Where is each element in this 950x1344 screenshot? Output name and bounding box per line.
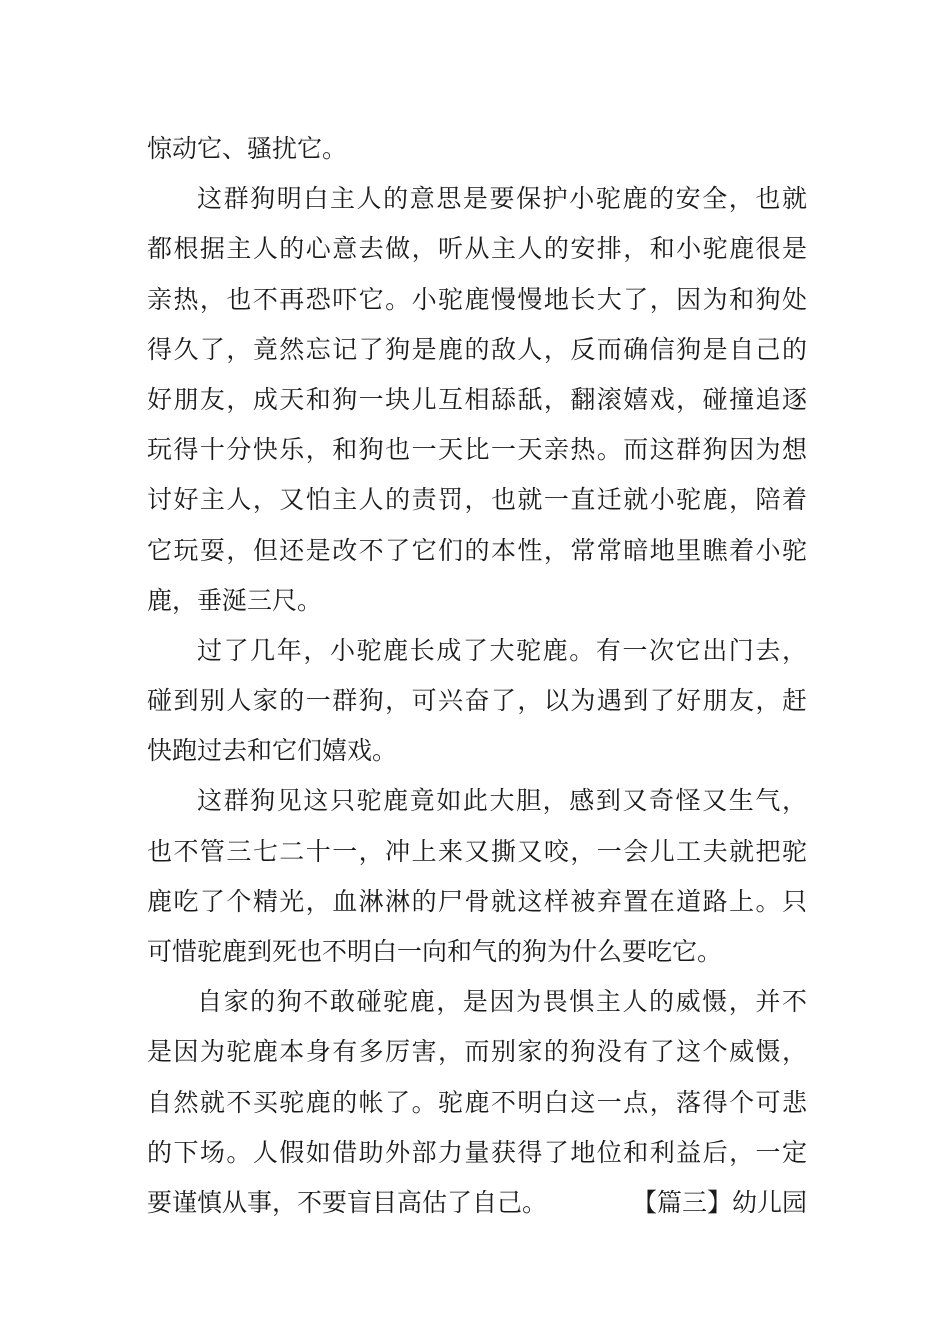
- text-line: 自然就不买驼鹿的帐了。驼鹿不明白这一点，落得个可悲: [147, 1087, 807, 1117]
- text-line: 的下场。人假如借助外部力量获得了地位和利益后，一定: [147, 1137, 807, 1167]
- text-line: 碰到别人家的一群狗，可兴奋了，以为遇到了好朋友，赶: [147, 686, 807, 716]
- article-body: [147, 124, 807, 1228]
- text-line: 可惜驼鹿到死也不明白一向和气的狗为什么要吃它。: [147, 937, 723, 966]
- text-line-last: [147, 1178, 807, 1228]
- text-line: 惊动它、骚扰它。: [147, 134, 348, 163]
- text-line: 快跑过去和它们嬉戏。: [147, 736, 398, 766]
- text-line: 这群狗明白主人的意思是要保护小驼鹿的安全，也就: [197, 184, 807, 214]
- text-line: 得久了，竟然忘记了狗是鹿的敌人，反而确信狗是自己的: [147, 334, 807, 364]
- text-line: 自家的狗不敢碰驼鹿，是因为畏惧主人的威慑，并不: [197, 987, 807, 1017]
- text-line: 过了几年，小驼鹿长成了大驼鹿。有一次它出门去，: [197, 635, 807, 665]
- text-line: 是因为驼鹿本身有多厉害，而别家的狗没有了这个威慑，: [147, 1037, 807, 1067]
- text-line: 也不管三七二十一，冲上来又撕又咬，一会儿工夫就把驼: [147, 836, 807, 866]
- text-line: 讨好主人，又怕主人的责罚，也就一直迁就小驼鹿，陪着: [147, 485, 807, 515]
- text-line: 鹿，垂涎三尺。: [147, 585, 323, 615]
- text-line-main: 要谨慎从事，不要盲目高估了自己。: [147, 1187, 548, 1217]
- text-line: 玩得十分快乐，和狗也一天比一天亲热。而这群狗因为想: [147, 435, 807, 465]
- text-line: 亲热，也不再恐吓它。小驼鹿慢慢地长大了，因为和狗处: [147, 284, 807, 314]
- section-heading-next: 【篇三】幼儿园: [631, 1187, 807, 1217]
- text-line: 都根据主人的心意去做，听从主人的安排，和小驼鹿很是: [147, 234, 807, 264]
- text-line: 这群狗见这只驼鹿竟如此大胆，感到又奇怪又生气，: [197, 786, 807, 816]
- text-line: 它玩耍，但还是改不了它们的本性，常常暗地里瞧着小驼: [147, 535, 807, 565]
- text-line: 好朋友，成天和狗一块儿互相舔舐，翻滚嬉戏，碰撞追逐: [147, 384, 807, 414]
- text-line: 鹿吃了个精光，血淋淋的尸骨就这样被弃置在道路上。只: [147, 886, 807, 916]
